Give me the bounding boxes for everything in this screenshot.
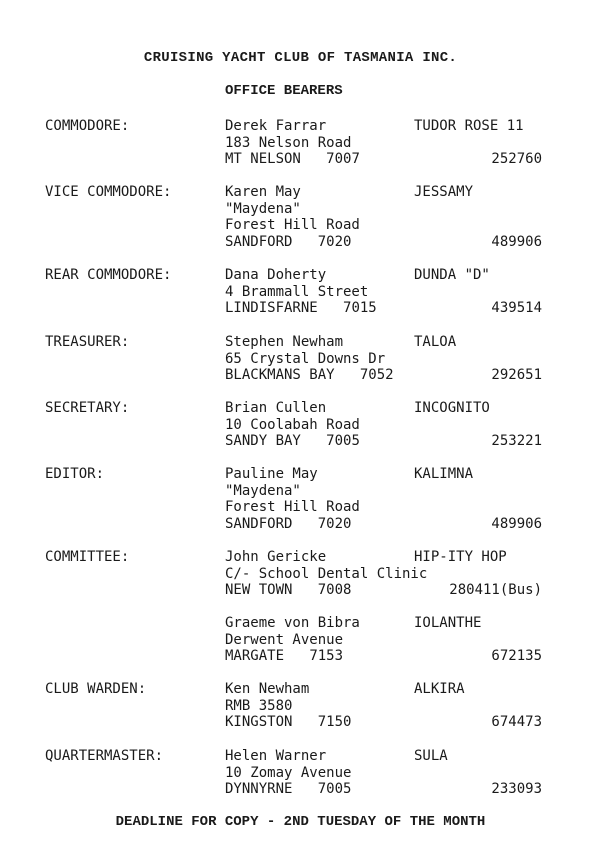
- office-role: SECRETARY:: [45, 400, 130, 416]
- postcode: 7007: [326, 151, 360, 167]
- town-line: [225, 234, 351, 251]
- member-name: John Gericke: [225, 549, 327, 565]
- phone-number: 292651: [491, 367, 542, 383]
- club-title: CRUISING YACHT CLUB OF TASMANIA INC.: [143, 50, 458, 66]
- boat-name: HIP-ITY HOP: [414, 549, 507, 565]
- boat-name: INCOGNITO: [414, 400, 490, 416]
- phone-number: 252760: [491, 151, 542, 167]
- town-line: [225, 582, 351, 599]
- town: MARGATE: [225, 648, 285, 664]
- town: MT NELSON: [225, 151, 301, 167]
- town-line: [225, 300, 377, 317]
- town-line: [225, 648, 343, 665]
- town-line: [225, 433, 360, 450]
- postcode: 7150: [317, 714, 352, 730]
- boat-name: DUNDA "D": [414, 267, 490, 283]
- town: SANDFORD: [225, 233, 293, 250]
- address-line: 65 Crystal Downs Dr: [225, 350, 386, 367]
- town-line: [225, 151, 360, 168]
- office-role: CLUB WARDEN:: [45, 681, 147, 697]
- phone-number: 672135: [491, 648, 542, 664]
- town: NEW TOWN: [225, 582, 293, 598]
- office-role: COMMITTEE:: [45, 549, 130, 565]
- member-name: Ken Newham: [225, 681, 310, 697]
- address-line: 10 Zomay Avenue: [225, 764, 352, 781]
- phone-number: 233093: [491, 781, 542, 797]
- boat-name: IOLANTHE: [414, 615, 482, 631]
- boat-name: TALOA: [414, 334, 457, 350]
- office-role: VICE COMMODORE:: [45, 184, 172, 200]
- postcode: 7005: [317, 781, 352, 797]
- office-role: TREASURER:: [45, 334, 130, 350]
- boat-name: KALIMNA: [414, 466, 474, 482]
- phone-number: 253221: [491, 433, 542, 449]
- town: DYNNYRNE: [225, 781, 293, 797]
- town: KINGSTON: [225, 714, 293, 730]
- postcode: 7020: [317, 515, 352, 532]
- address-line: "Maydena": [225, 200, 301, 217]
- address-line: Forest Hill Road: [225, 499, 360, 515]
- member-name: Pauline May: [225, 466, 318, 482]
- office-role: EDITOR:: [45, 466, 105, 482]
- office-role: QUARTERMASTER:: [45, 748, 164, 764]
- postcode: 7020: [317, 233, 352, 250]
- office-role: REAR COMMODORE:: [45, 267, 172, 283]
- member-name: Karen May: [225, 184, 301, 200]
- town: SANDFORD: [225, 515, 293, 532]
- member-name: Helen Warner: [225, 748, 327, 764]
- address-line: "Maydena": [225, 482, 301, 499]
- boat-name: SULA: [414, 748, 448, 764]
- member-name: Stephen Newham: [225, 334, 344, 350]
- boat-name: TUDOR ROSE 11: [414, 118, 524, 134]
- town-line: [225, 781, 351, 798]
- office-role: COMMODORE:: [45, 118, 130, 134]
- address-line: 183 Nelson Road: [225, 134, 352, 151]
- phone-number: 489906: [491, 233, 542, 250]
- boat-name: ALKIRA: [414, 681, 465, 697]
- postcode: 7153: [309, 648, 344, 664]
- town: LINDISFARNE: [225, 300, 318, 316]
- member-name: Brian Cullen: [225, 400, 327, 416]
- address-line: RMB 3580: [225, 697, 293, 714]
- address-line: C/- School Dental Clinic: [225, 565, 428, 582]
- town-line: [225, 367, 394, 384]
- postcode: 7008: [317, 582, 352, 598]
- member-name: Dana Doherty: [225, 267, 327, 283]
- section-heading: OFFICE BEARERS: [225, 83, 343, 99]
- town-line: [225, 516, 351, 533]
- postcode: 7005: [326, 433, 360, 449]
- address-line: 4 Brammall Street: [225, 283, 369, 300]
- town: SANDY BAY: [225, 433, 301, 449]
- postcode: 7015: [343, 300, 377, 316]
- phone-number: 280411(Bus): [449, 582, 542, 598]
- boat-name: JESSAMY: [414, 184, 474, 200]
- member-name: Derek Farrar: [225, 118, 327, 134]
- town-line: [225, 714, 351, 731]
- address-line: Derwent Avenue: [225, 631, 344, 648]
- phone-number: 674473: [491, 714, 542, 730]
- deadline-notice: DEADLINE FOR COPY - 2ND TUESDAY OF THE MONTH: [115, 814, 486, 830]
- phone-number: 439514: [491, 300, 542, 316]
- town: BLACKMANS BAY: [225, 367, 335, 383]
- member-name: Graeme von Bibra: [225, 615, 360, 631]
- postcode: 7052: [359, 367, 394, 383]
- phone-number: 489906: [491, 515, 542, 532]
- address-line: 10 Coolabah Road: [225, 416, 360, 433]
- address-line: Forest Hill Road: [225, 217, 360, 233]
